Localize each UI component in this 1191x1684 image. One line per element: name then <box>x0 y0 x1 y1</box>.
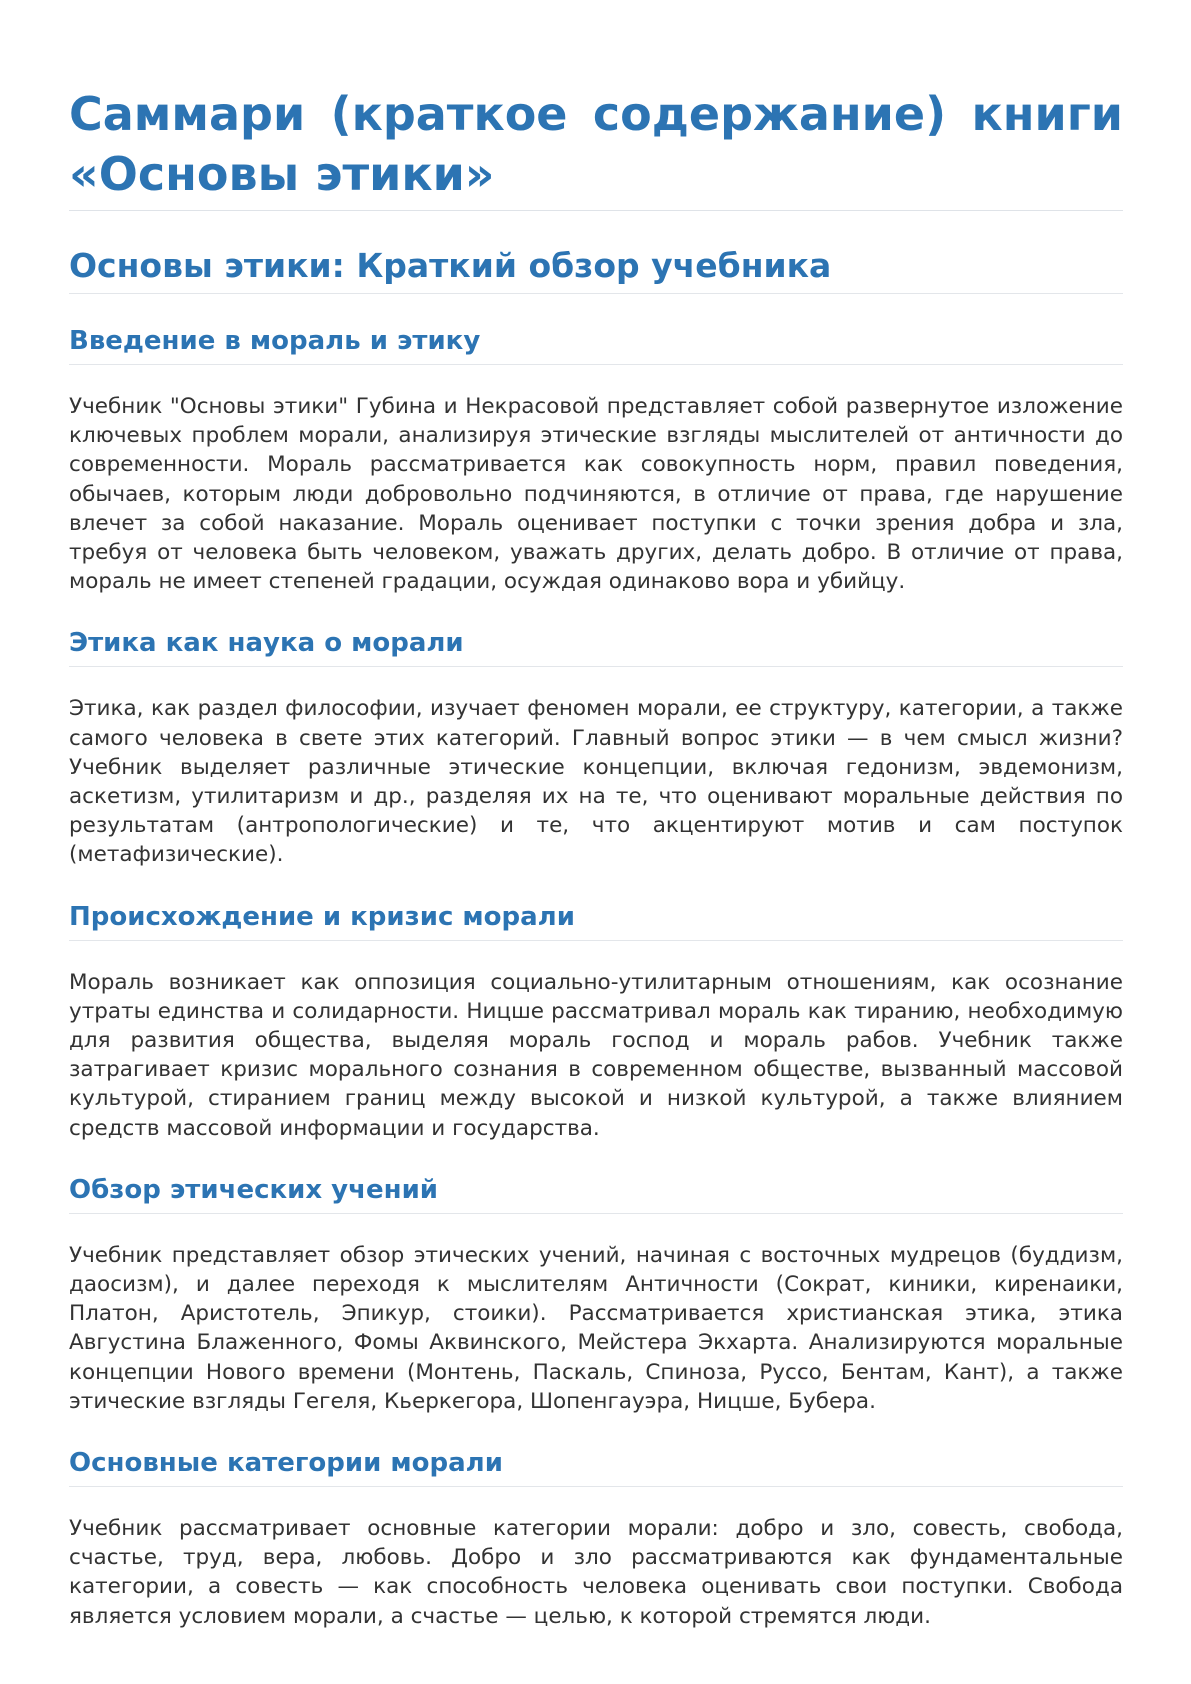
section-heading: Обзор этических учений <box>69 1173 1123 1214</box>
section-heading: Этика как наука о морали <box>69 626 1123 667</box>
section-text: Учебник "Основы этики" Губина и Некрасовой представляет собой развернутое изложение ключевых проблем морали, анализируя этические взгляды мыслителей от античности до современности. Мораль рассматривается как совокупность норм, правил поведения, обычаев, которым люди добровольно подчиняются, в отличие от права, где нарушение влечет за собой наказание. Мораль оценивает поступки с точки зрения добра и зла, требуя от человека быть человеком, уважать других, делать добро. В отличие от права, мораль не имеет степеней градации, осуждая одинаково вора и убийцу. <box>69 394 1123 595</box>
section-intro <box>69 324 1123 596</box>
section-text: Учебник рассматривает основные категории морали: добро и зло, совесть, свобода, счастье, труд, вера, любовь. Добро и зло рассматриваются как фундаментальные категории, а совесть — как способность человека оценивать свои поступки. Свобода является условием морали, а счастье — целью, к которой стремятся люди. <box>69 1516 1123 1629</box>
document-page <box>69 84 1123 1631</box>
section-heading: Происхождение и кризис морали <box>69 900 1123 941</box>
section-ethical-teachings <box>69 1173 1123 1416</box>
section-text: Учебник представляет обзор этических учений, начиная с восточных мудрецов (буддизм, даосизм), и далее переходя к мыслителям Античности (Сократ, киники, киренаики, Платон, Аристотель, Эпикур, стоики). Рассматривается христианская этика, этика Августина Блаженного, Фомы Аквинского, Мейстера Экхарта. Анализируются моральные концепции Нового времени (Монтень, Паскаль, Спиноза, Руссо, Бентам, Кант), а также этические взгляды Гегеля, Кьеркегора, Шопенгауэра, Ницше, Бубера. <box>69 1242 1123 1414</box>
section-origin-and-crisis <box>69 900 1123 1143</box>
section-heading: Основные категории морали <box>69 1446 1123 1487</box>
section-text: Мораль возникает как оппозиция социально-утилитарным отношениям, как осознание утраты единства и солидарности. Ницше рассматривал мораль как тиранию, необходимую для развития общества, выделяя мораль господ и мораль рабов. Учебник также затрагивает кризис морального сознания в современном обществе, вызванный массовой культурой, стиранием границ между высокой и низкой культурой, а также влиянием средств массовой информации и государства. <box>69 969 1123 1141</box>
section-heading: Введение в мораль и этику <box>69 324 1123 365</box>
document-title: Саммари (краткое содержание) книги «Основы этики» <box>69 84 1123 211</box>
document-subtitle: Основы этики: Краткий обзор учебника <box>69 245 1123 294</box>
section-text: Этика, как раздел философии, изучает феномен морали, ее структуру, категории, а также самого человека в свете этих категорий. Главный вопрос этики — в чем смысл жизни? Учебник выделяет различные этические концепции, включая гедонизм, эвдемонизм, аскетизм, утилитаризм и др., разделяя их на те, что оценивают моральные действия по результатам (антропологические) и те, что акцентируют мотив и сам поступок (метафизические). <box>69 696 1123 868</box>
section-moral-categories <box>69 1446 1123 1631</box>
section-ethics-as-science <box>69 626 1123 869</box>
